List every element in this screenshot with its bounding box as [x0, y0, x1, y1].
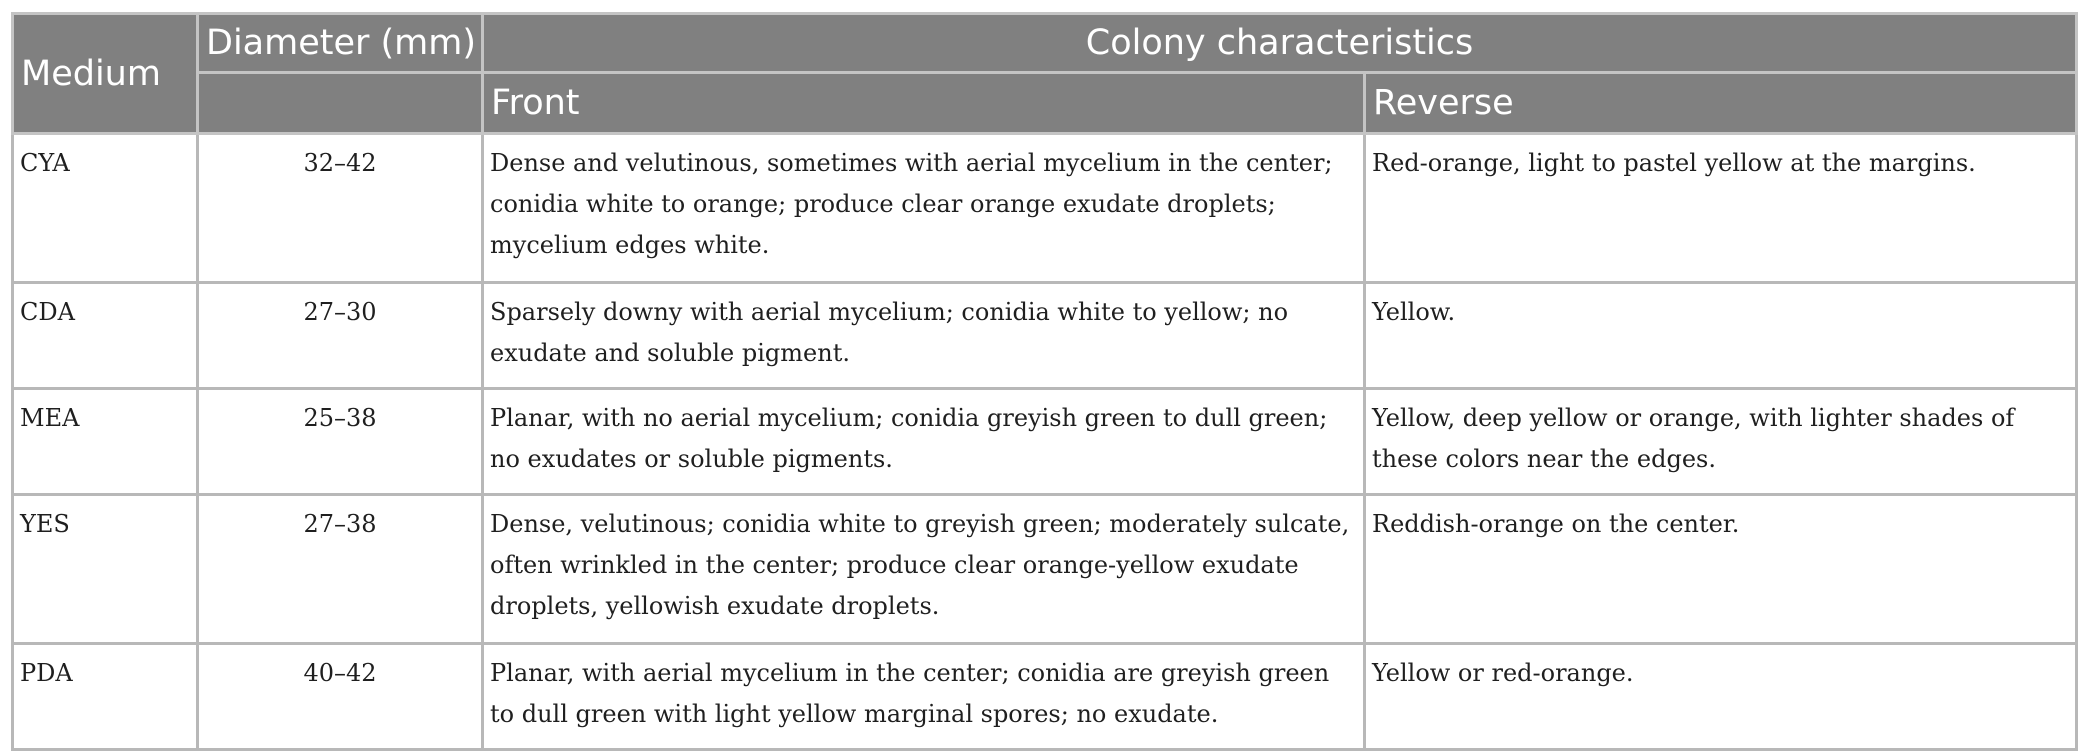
- header-medium: Medium: [13, 14, 198, 134]
- cell-medium: CDA: [13, 283, 198, 389]
- cell-front: Dense and velutinous, sometimes with aerial mycelium in the center; conidia white to orange; produce clear orange exudate droplets; mycelium edges white.: [483, 134, 1365, 283]
- table-row: [13, 134, 2077, 283]
- colony-characteristics-table: [11, 12, 2078, 751]
- cell-reverse: Red-orange, light to pastel yellow at the margins.: [1365, 134, 2077, 283]
- cell-reverse: Yellow, deep yellow or orange, with lighter shades of these colors near the edges.: [1365, 389, 2077, 495]
- header-reverse: Reverse: [1365, 73, 2077, 134]
- table-row: [13, 644, 2077, 750]
- table-row: [13, 283, 2077, 389]
- table-header: [13, 14, 2077, 134]
- header-row-top: [13, 14, 2077, 73]
- cell-diameter: 25–38: [198, 389, 483, 495]
- colony-characteristics-table-container: [11, 12, 2075, 751]
- cell-reverse: Yellow or red-orange.: [1365, 644, 2077, 750]
- header-diameter: Diameter (mm): [198, 14, 483, 73]
- cell-diameter: 40–42: [198, 644, 483, 750]
- header-diameter-blank: [198, 73, 483, 134]
- table-body: [13, 134, 2077, 750]
- cell-front: Planar, with no aerial mycelium; conidia greyish green to dull green; no exudates or soluble pigments.: [483, 389, 1365, 495]
- cell-front: Planar, with aerial mycelium in the center; conidia are greyish green to dull green with light yellow marginal spores; no exudate.: [483, 644, 1365, 750]
- cell-front: Dense, velutinous; conidia white to greyish green; moderately sulcate, often wrinkled in the center; produce clear orange-yellow exudate droplets, yellowish exudate droplets.: [483, 495, 1365, 644]
- cell-diameter: 27–30: [198, 283, 483, 389]
- cell-diameter: 32–42: [198, 134, 483, 283]
- cell-reverse: Yellow.: [1365, 283, 2077, 389]
- header-row-sub: [13, 73, 2077, 134]
- cell-front: Sparsely downy with aerial mycelium; conidia white to yellow; no exudate and soluble pigment.: [483, 283, 1365, 389]
- cell-reverse: Reddish-orange on the center.: [1365, 495, 2077, 644]
- cell-medium: PDA: [13, 644, 198, 750]
- header-front: Front: [483, 73, 1365, 134]
- header-colony-characteristics: Colony characteristics: [483, 14, 2077, 73]
- cell-diameter: 27–38: [198, 495, 483, 644]
- table-row: [13, 389, 2077, 495]
- cell-medium: MEA: [13, 389, 198, 495]
- cell-medium: YES: [13, 495, 198, 644]
- cell-medium: CYA: [13, 134, 198, 283]
- table-row: [13, 495, 2077, 644]
